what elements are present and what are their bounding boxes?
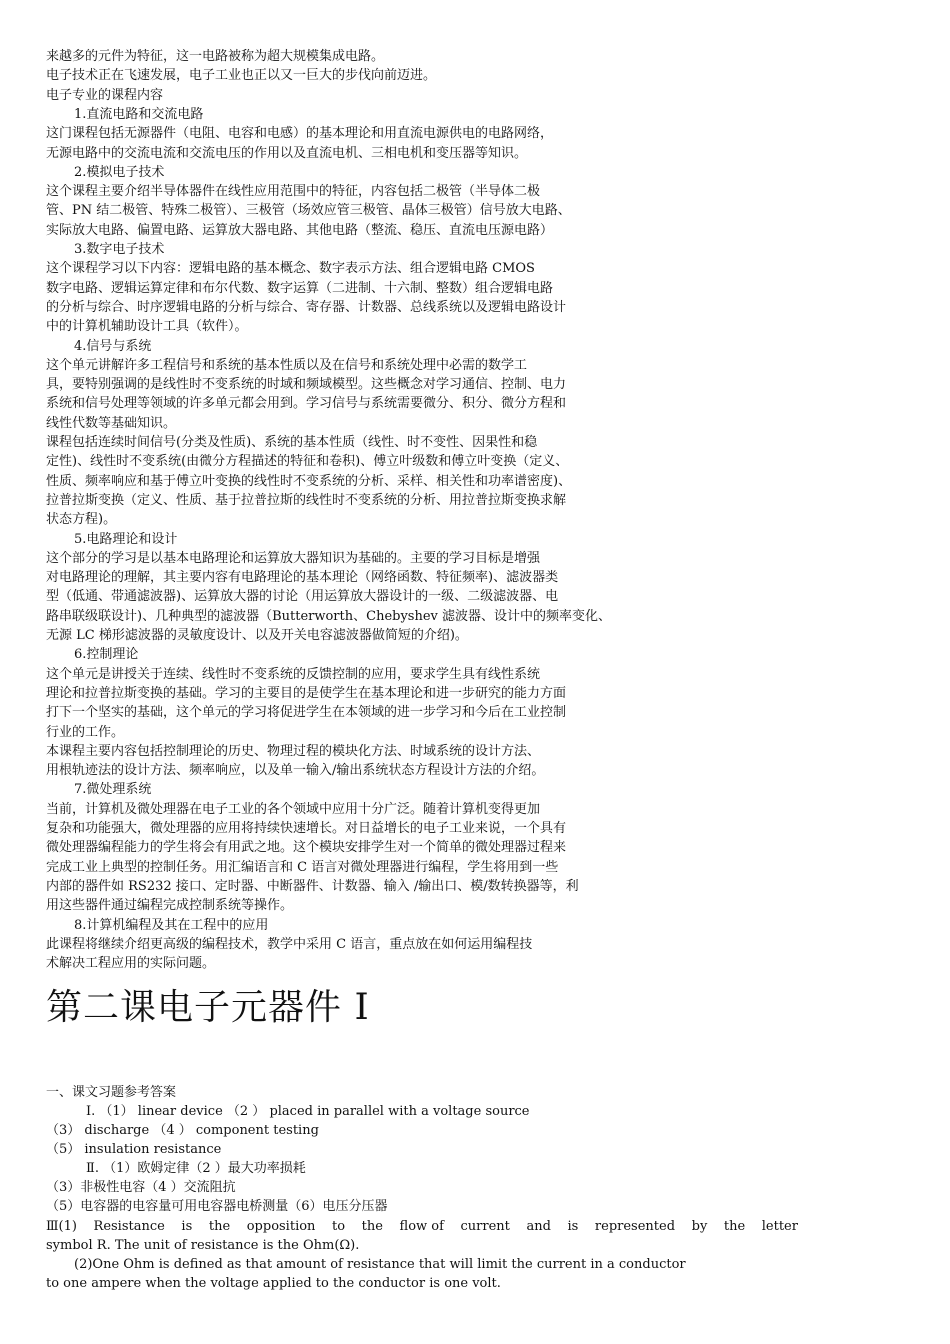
justified-word: Ⅲ(1) [46,1219,77,1234]
answer-line-5: （3）非极性电容（4 ）交流阻抗 [46,1180,236,1195]
answer-line-2: （3） discharge （4 ） component testing [46,1123,319,1138]
text-line: 电子技术正在飞速发展，电子工业也正以又一巨大的步伐向前迈进。 [46,68,437,84]
text-line: 数字电路、逻辑运算定律和布尔代数、数字运算（二进制、十六制、整数）组合逻辑电路 [46,280,554,296]
answer-line-1: Ⅰ. （1） linear device （2 ） placed in parallel with a voltage source [86,1104,530,1119]
text-line: 系统和信号处理等领域的许多单元都会用到。学习信号与系统需要微分、积分、微分方程和 [46,396,567,412]
justified-word: by [691,1219,708,1234]
justified-word: is [567,1219,579,1234]
lesson-title: 第二课电子元器件 I [46,987,370,1028]
text-line: 术解决工程应用的实际问题。 [46,956,216,972]
section-heading: 8.计算机编程及其在工程中的应用 [74,917,269,933]
text-line: 的分析与综合、时序逻辑电路的分析与综合、寄存器、计数器、总线系统以及逻辑电路设计 [46,299,567,315]
text-line: 型（低通、带通滤波器)、运算放大器的讨论（用运算放大器设计的一级、二级滤波器、电 [46,589,559,605]
text-line: 这个课程学习以下内容：逻辑电路的基本概念、数字表示方法、组合逻辑电路 CMOS [46,261,535,277]
text-line: 用这些器件通过编程完成控制系统等操作。 [46,898,294,914]
section-heading: 1.直流电路和交流电路 [74,106,204,122]
text-line: 无源电路中的交流电流和交流电压的作用以及直流电机、三相电机和变压器等知识。 [46,145,528,161]
justified-word: represented [594,1219,676,1234]
text-line: 无源 LC 梯形滤波器的灵敏度设计、以及开关电容滤波器做简短的介绍)。 [46,628,468,643]
text-line: 理论和拉普拉斯变换的基础。学习的主要目的是使学生在基本理论和进一步研究的能力方面 [46,685,567,701]
justified-word: flow of [399,1219,444,1234]
justified-word: letter [761,1219,798,1234]
text-line: 打下一个坚实的基础，这个单元的学习将促进学生在本领域的进一步学习和今后在工业控制 [46,705,567,721]
section-heading: 7.微处理系统 [74,782,152,798]
justified-word: to [332,1219,346,1234]
text-line: 课程包括连续时间信号(分类及性质)、系统的基本性质（线性、时不变性、因果性和稳 [46,435,538,450]
text-line: 微处理器编程能力的学生将会有用武之地。这个模块安排学生对一个简单的微处理器过程来 [46,840,567,856]
justified-word: the [208,1219,231,1234]
answer-tail-1: symbol R. The unit of resistance is the Ohm(Ω). [46,1238,360,1253]
text-line: 性质、频率响应和基于傅立叶变换的线性时不变系统的分析、采样、相关性和功率谱密度)、 [46,473,572,489]
section-heading: 4.信号与系统 [74,338,152,354]
text-line: 此课程将继续介绍更高级的编程技术，教学中采用 C 语言，重点放在如何运用编程技 [46,936,533,952]
justified-word: is [181,1219,193,1234]
text-line: 用根轨迹法的设计方法、频率响应，以及单一输入/输出系统状态方程设计方法的介绍。 [46,763,545,779]
justified-word: opposition [246,1219,316,1234]
answer-line-4: Ⅱ. （1）欧姆定律（2 ）最大功率损耗 [86,1161,306,1176]
justified-word: Resistance [93,1219,165,1234]
text-line: 复杂和功能强大，微处理器的应用将持续快速增长。对日益增长的电子工业来说，一个具有 [46,821,567,836]
text-line: 当前，计算机及微处理器在电子工业的各个领域中应用十分广泛。随着计算机变得更加 [46,801,541,817]
answer-line-6: （5）电容器的电容量可用电容器电桥测量（6）电压分压器 [46,1199,388,1214]
text-line: 状态方程)。 [46,512,117,528]
text-line: 这个课程主要介绍半导体器件在线性应用范围中的特征，内容包括二极管（半导体二极 [46,184,541,200]
justified-word: and [526,1219,551,1234]
section-heading: 3.数字电子技术 [74,242,165,257]
section-heading: 5.电路理论和设计 [74,531,178,547]
text-line: 行业的工作。 [46,724,125,740]
text-line: 中的计算机辅助设计工具（软件）。 [46,319,248,335]
text-line: 对电路理论的理解，其主要内容有电路理论的基本理论（网络函数、特征频率)、滤波器类 [46,570,559,586]
text-line: 定性)、线性时不变系统(由微分方程描述的特征和卷积)、傅立叶级数和傅立叶变换（定义、 [46,454,569,470]
section-heading: 6.控制理论 [74,647,139,663]
text-line: 这个单元讲解许多工程信号和系统的基本性质以及在信号和系统处理中必需的数学工 [46,357,528,373]
text-line: 具，要特别强调的是线性时不变系统的时域和频域模型。这些概念对学习通信、控制、电力 [46,377,567,393]
text-line: 这门课程包括无源器件（电阻、电容和电感）的基本理论和用直流电源供电的电路网络， [46,126,554,142]
section-heading: 2.模拟电子技术 [74,164,165,180]
text-line: 完成工业上典型的控制任务。用汇编语言和 C 语言对微处理器进行编程，学生将用到一些 [46,859,559,875]
text-line: 电子专业的课程内容 [46,87,164,103]
text-line: 管、PN 结二极管、特殊二极管）、三极管（场效应管三极管、晶体三极管）信号放大电路、 [46,203,571,219]
text-line: 这个部分的学习是以基本电路理论和运算放大器知识为基础的。主要的学习目标是增强 [46,550,541,566]
answer-tail-2: (2)One Ohm is defined as that amount of resistance that will limit the current in a conductor [74,1257,686,1272]
answer-justified-line [46,1217,798,1236]
text-line: 这个单元是讲授关于连续、线性时不变系统的反馈控制的应用，要求学生具有线性系统 [46,666,541,682]
text-line: 拉普拉斯变换（定义、性质、基于拉普拉斯的线性时不变系统的分析、用拉普拉斯变换求解 [46,492,567,508]
justified-word: the [723,1219,746,1234]
justified-word: the [361,1219,383,1234]
answers-heading: 一、课文习题参考答案 [46,1085,177,1100]
justified-word: current [460,1219,510,1234]
text-line: 本课程主要内容包括控制理论的历史、物理过程的模块化方法、时域系统的设计方法、 [46,743,541,759]
text-line: 内部的器件如 RS232 接口、定时器、中断器件、计数器、输入 /输出口、模/数转换器等，利 [46,878,579,894]
text-line: 实际放大电路、偏置电路、运算放大器电路、其他电路（整流、稳压、直流电压源电路） [46,222,554,238]
answer-line-3: （5） insulation resistance [46,1142,222,1157]
text-line: 线性代数等基础知识。 [46,415,177,431]
text-line: 来越多的元件为特征，这一电路被称为超大规模集成电路。 [46,49,385,64]
text-line: 路串联级联设计)、几种典型的滤波器（Butterworth、Chebyshev 滤波器、设计中的频率变化、 [46,608,612,624]
answer-tail-3: to one ampere when the voltage applied to the conductor is one volt. [46,1276,501,1291]
